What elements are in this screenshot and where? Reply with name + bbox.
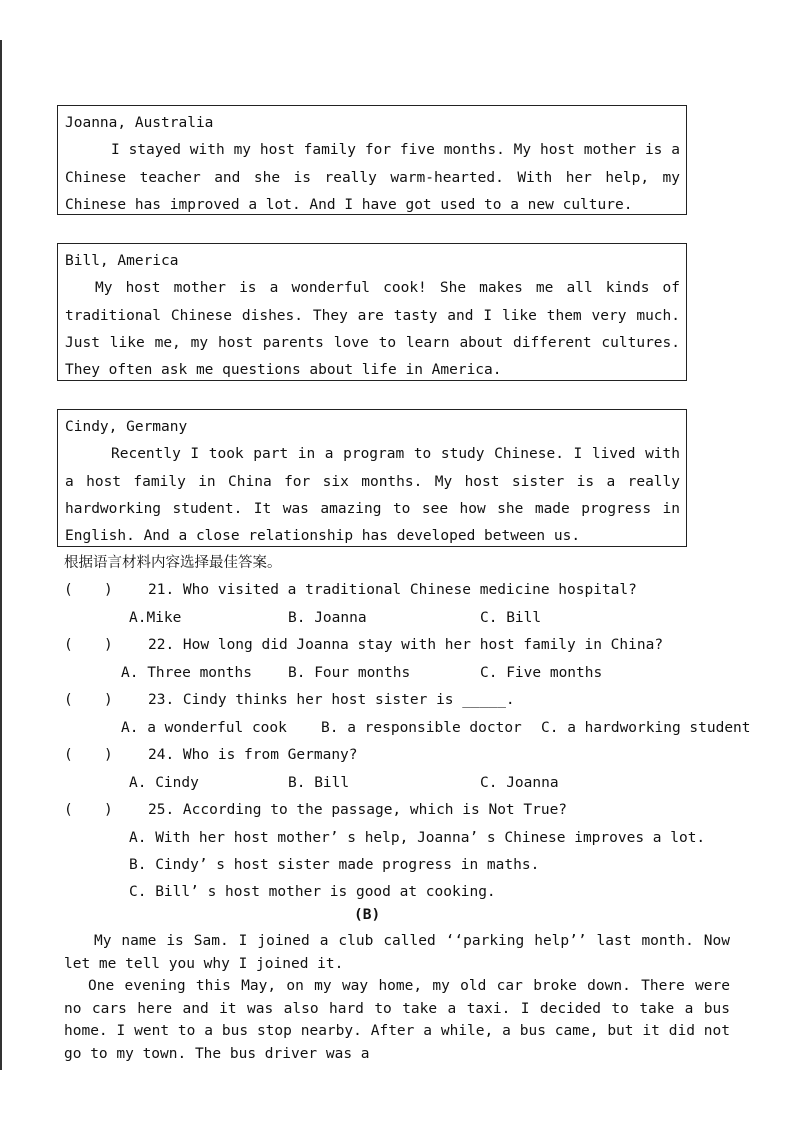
testimonial-name: Bill, America — [65, 253, 179, 269]
question-22 — [64, 637, 663, 653]
option-b: B. Four months — [288, 665, 411, 681]
instruction-text: 根据语言材料内容选择最佳答案。 — [64, 555, 282, 571]
testimonial-text: I stayed with my host family for five months. My host mother is a Chinese teacher and she is really warm-hearted. With her help, my Chinese has improved a lot. And I have got used to a new culture. — [65, 142, 680, 213]
answer-blank-close: ) — [104, 692, 113, 708]
question-23 — [64, 692, 515, 708]
page-left-rule — [0, 40, 2, 1070]
question-text: 23. Cindy thinks her host sister is _____. — [148, 692, 515, 708]
option-c: C. Bill’ s host mother is good at cooking. — [129, 884, 496, 900]
testimonial-box-joanna — [57, 105, 687, 215]
passage-paragraph: My name is Sam. I joined a club called ‘‘parking help’’ last month. Now let me tell you why I joined it. — [64, 933, 730, 972]
testimonial-text: My host mother is a wonderful cook! She makes me all kinds of traditional Chinese dishes. They are tasty and I like them very much. Just like me, my host parents love to learn about different cultures. They often ask me questions about life in America. — [65, 280, 680, 379]
option-b: B. Cindy’ s host sister made progress in maths. — [129, 857, 540, 873]
passage-paragraph: One evening this May, on my way home, my old car broke down. There were no cars here and it was also hard to take a taxi. I decided to take a bus home. I went to a bus stop nearby. After a while, a bus came, but it did not go to my town. The bus driver was a — [64, 978, 730, 1062]
answer-blank-close: ) — [104, 747, 113, 763]
answer-blank-open: ( — [64, 637, 73, 653]
option-b: B. a responsible doctor — [321, 720, 522, 736]
answer-blank-open: ( — [64, 747, 73, 763]
option-b: B. Joanna — [288, 610, 367, 626]
question-text: 24. Who is from Germany? — [148, 747, 358, 763]
passage-b — [64, 930, 730, 1065]
testimonial-name: Joanna, Australia — [65, 115, 214, 131]
option-c: C. Joanna — [480, 775, 559, 791]
answer-blank-close: ) — [104, 582, 113, 598]
answer-blank-close: ) — [104, 802, 113, 818]
option-a: A.Mike — [129, 610, 182, 626]
testimonial-box-bill — [57, 243, 687, 381]
question-25 — [64, 802, 567, 818]
question-text: 25. According to the passage, which is Not True? — [148, 802, 568, 818]
testimonial-box-cindy — [57, 409, 687, 547]
answer-blank-close: ) — [104, 637, 113, 653]
option-a: A. a wonderful cook — [121, 720, 287, 736]
option-a: A. Cindy — [129, 775, 199, 791]
option-a: A. Three months — [121, 665, 252, 681]
option-c: C. a hardworking student — [541, 720, 751, 736]
question-text: 21. Who visited a traditional Chinese medicine hospital? — [148, 582, 637, 598]
section-b-title: (B) — [354, 907, 381, 923]
answer-blank-open: ( — [64, 802, 73, 818]
answer-blank-open: ( — [64, 692, 73, 708]
option-a: A. With her host mother’ s help, Joanna’ s Chinese improves a lot. — [129, 830, 706, 846]
question-24 — [64, 747, 358, 763]
option-b: B. Bill — [288, 775, 350, 791]
question-21 — [64, 582, 637, 598]
testimonial-name: Cindy, Germany — [65, 419, 188, 435]
answer-blank-open: ( — [64, 582, 73, 598]
testimonial-text: Recently I took part in a program to study Chinese. I lived with a host family in China for six months. My host sister is a really hardworking student. It was amazing to see how she made progress in English. And a close relationship has developed between us. — [65, 446, 680, 545]
option-c: C. Five months — [480, 665, 603, 681]
option-c: C. Bill — [480, 610, 542, 626]
question-text: 22. How long did Joanna stay with her host family in China? — [148, 637, 664, 653]
